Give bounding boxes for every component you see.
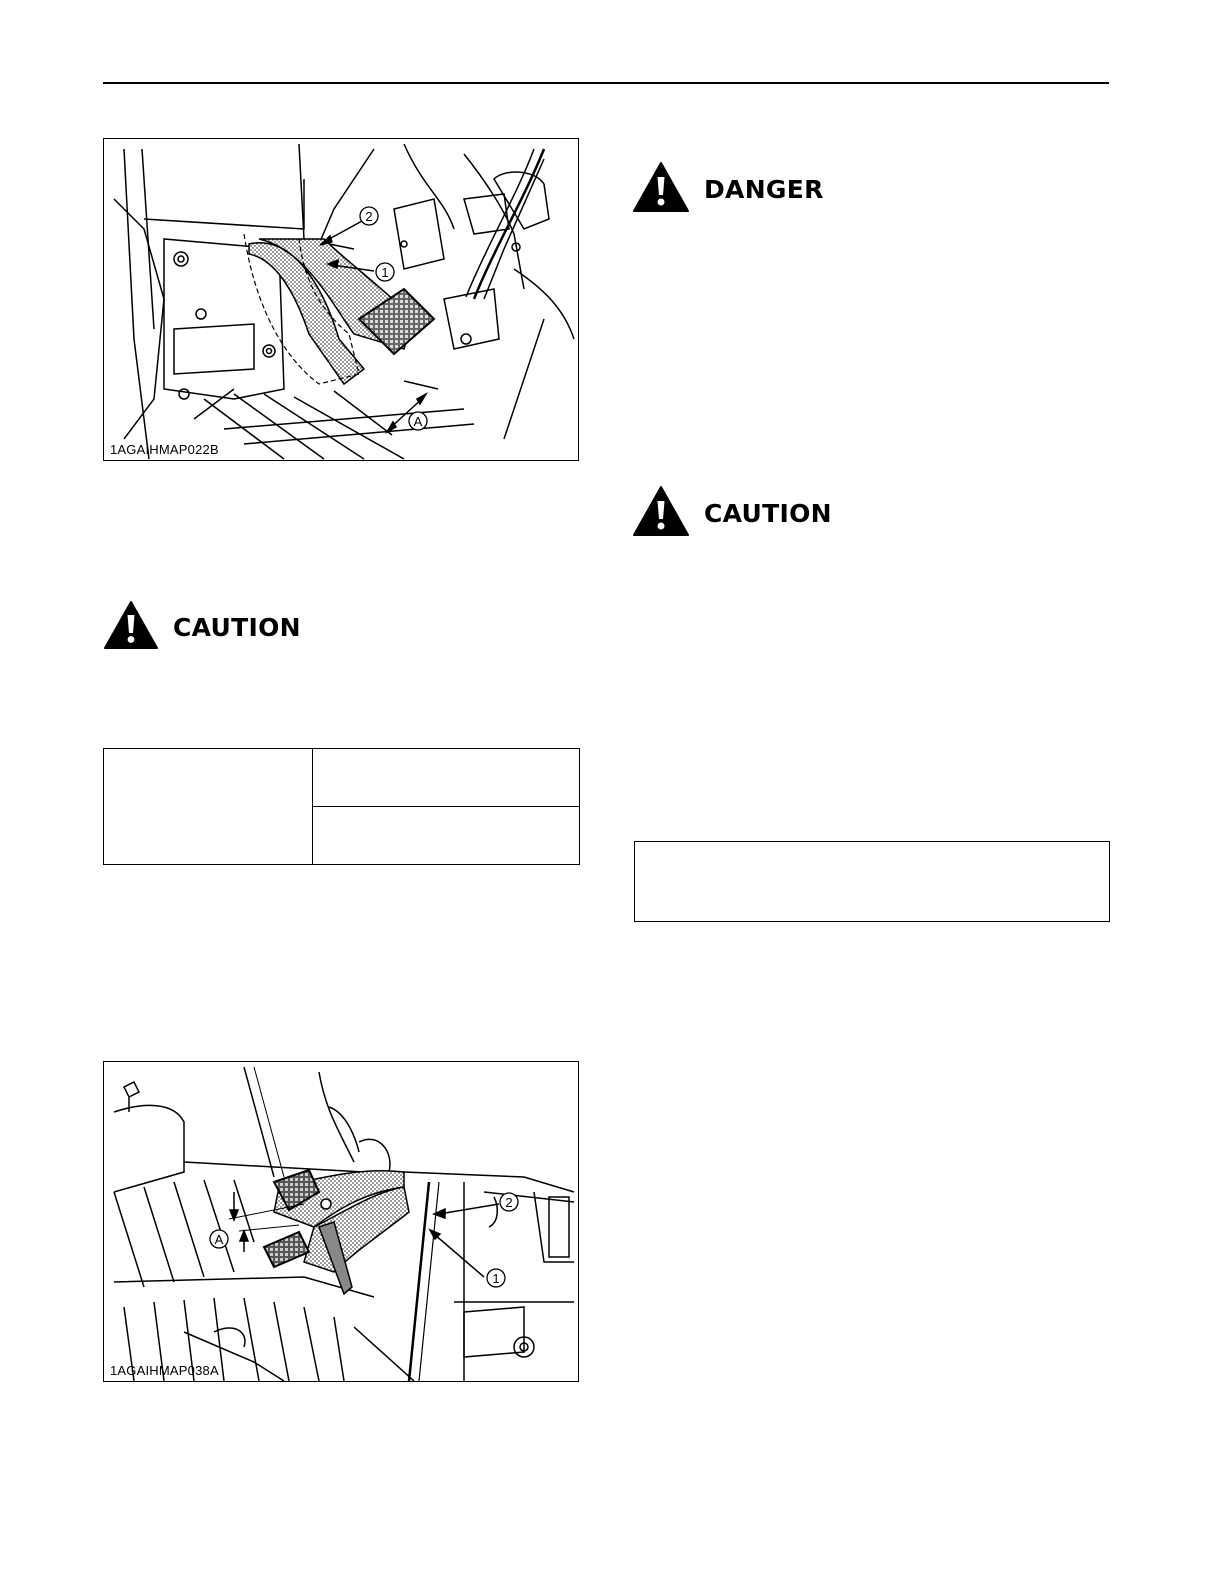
figure-code: 1AGAIHMAP038A [110, 1363, 219, 1378]
pedal-illustration [104, 139, 578, 460]
caution-notice-left [103, 600, 301, 650]
caution-notice-right [632, 485, 832, 537]
pedals-illustration [104, 1062, 578, 1381]
figure-code: 1AGAIHMAP022B [110, 442, 219, 457]
danger-label: DANGER [704, 175, 824, 204]
caution-label: CAUTION [173, 613, 301, 642]
danger-notice [632, 161, 824, 213]
warning-triangle-icon [103, 600, 159, 650]
warning-triangle-icon [632, 485, 690, 537]
callout-1: 1 [381, 265, 389, 280]
spec-table [103, 748, 580, 865]
spec-table-item-cell [104, 749, 313, 865]
callout-1: 1 [492, 1271, 500, 1286]
figure-brake-pedals [103, 1061, 579, 1382]
header-rule [103, 82, 1109, 84]
callout-a: A [413, 414, 423, 429]
warning-triangle-icon [632, 161, 690, 213]
callout-2: 2 [505, 1195, 513, 1210]
figure-parking-brake-pedal [103, 138, 579, 461]
callout-2: 2 [365, 209, 373, 224]
important-note-box [634, 841, 1110, 922]
callout-a: A [214, 1232, 224, 1247]
caution-label: CAUTION [704, 499, 832, 528]
spec-table-value-cell [313, 749, 580, 807]
spec-table-value-cell [313, 807, 580, 865]
